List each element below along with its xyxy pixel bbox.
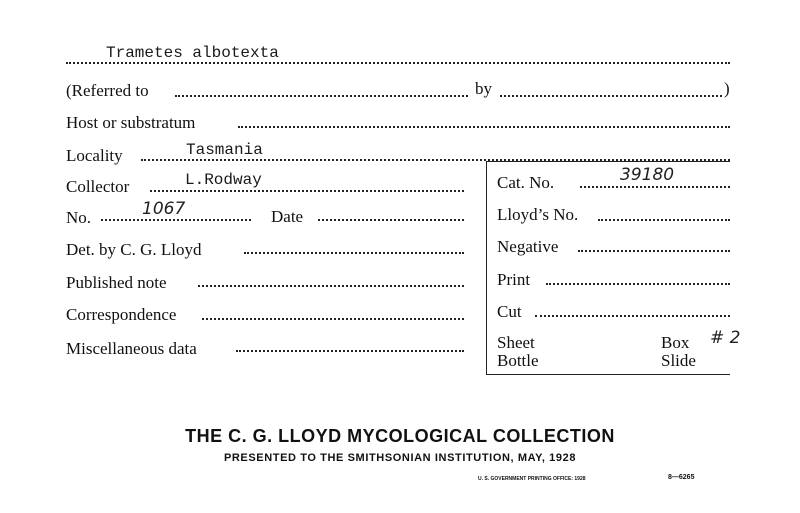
name-line [66, 62, 730, 64]
cut-label: Cut [497, 302, 522, 321]
print-label: Print [497, 270, 531, 289]
date-label: Date [271, 207, 304, 226]
print-line [546, 283, 730, 285]
no-line [101, 219, 251, 221]
box-label: Box [661, 333, 690, 352]
collector-label: Collector [66, 177, 130, 196]
cat-no-value: 39180 [620, 165, 675, 185]
lloyds-no-line [598, 219, 730, 221]
specimen-name: Trametes albotexta [106, 44, 279, 62]
collector-line [150, 190, 464, 192]
cat-no-label: Cat. No. [497, 173, 555, 192]
no-value: 1067 [142, 199, 186, 219]
cut-line [535, 315, 730, 317]
locality-value: Tasmania [186, 141, 263, 159]
slide-label: Slide [661, 351, 696, 370]
right-box-bottom [486, 374, 730, 375]
det-by-label: Det. by C. G. Lloyd [66, 240, 202, 259]
published-note-line [198, 285, 464, 287]
lloyds-no-label: Lloyd’s No. [497, 205, 579, 224]
sheet-label: Sheet [497, 333, 535, 352]
negative-line [578, 250, 730, 252]
collector-value: L.Rodway [185, 171, 262, 189]
right-box-left [486, 161, 487, 374]
form-code: 8—6265 [668, 474, 695, 481]
no-label: No. [66, 208, 92, 227]
referred-close-paren: ) [724, 79, 730, 98]
collection-subtitle: PRESENTED TO THE SMITHSONIAN INSTITUTION, MAY, 1928 [223, 452, 577, 464]
cat-no-line [580, 186, 730, 188]
by-line [500, 95, 722, 97]
by-label: by [475, 79, 492, 98]
host-label: Host or substratum [66, 113, 196, 132]
det-by-line [244, 252, 464, 254]
host-line [238, 126, 730, 128]
right-box-top [486, 161, 730, 162]
correspondence-label: Correspondence [66, 305, 177, 324]
referred-to-label: (Referred to [66, 81, 149, 100]
collection-title: THE C. G. LLOYD MYCOLOGICAL COLLECTION [185, 426, 615, 446]
negative-label: Negative [497, 237, 559, 256]
locality-label: Locality [66, 146, 123, 165]
correspondence-line [202, 318, 464, 320]
misc-line [236, 350, 464, 352]
date-line [318, 219, 464, 221]
bottle-label: Bottle [497, 351, 539, 370]
misc-label: Miscellaneous data [66, 339, 197, 358]
box-value: # 2 [710, 328, 741, 348]
published-note-label: Published note [66, 273, 167, 292]
referred-to-line [175, 95, 468, 97]
printer-note: U. S. GOVERNMENT PRINTING OFFICE: 1928 [478, 476, 586, 482]
